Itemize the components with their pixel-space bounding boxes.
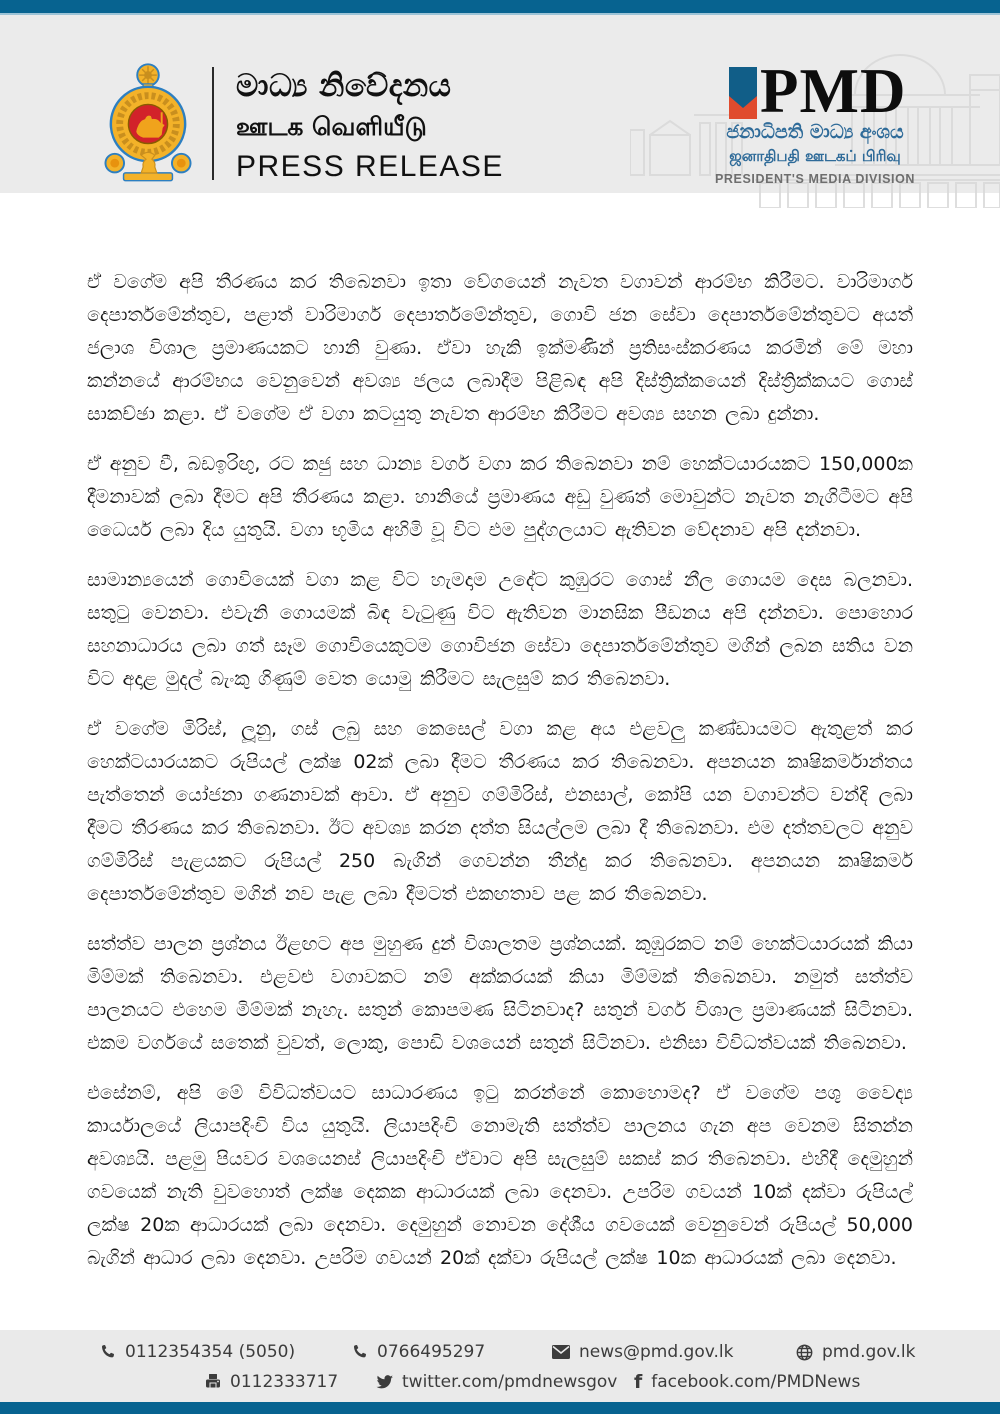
title-tamil: ஊடக வெளியீடு (236, 112, 427, 141)
website-contact (796, 1342, 915, 1362)
org-name-english: PRESIDENT'S MEDIA DIVISION (714, 172, 916, 186)
email-icon (552, 1345, 570, 1359)
release-title-block (236, 67, 504, 182)
header (0, 15, 1000, 193)
fax-contact (205, 1372, 338, 1392)
bottom-accent-bar (0, 1402, 1000, 1414)
press-release-body (87, 266, 913, 1316)
globe-icon (796, 1344, 813, 1361)
org-name-tamil: ஜனாதிபதி ஊடகப் பிரிவு (729, 147, 901, 165)
phone-number-1 (100, 1342, 295, 1362)
footer (0, 1330, 1000, 1402)
paragraph-1: ඒ වගේම අපි තීරණය කර තිබෙනවා ඉතා වේගයෙන් නැවත වගාවන් ආරම්භ කිරීමට. වාරිමාර්ග දෙපාර්තමේන්තුව, පළාත් වාරිමාර්ග දෙපාර්තමේන්තුව, ගොවි ජන සේවා දෙපාර්තමේන්තුවට අයත් ජලාශ විශාල ප්‍රමාණයකට හානි වුණා. ඒවා හැකි ඉක්මණින් ප්‍රතිසංස්කරණය කරමින් මේ මහා කන්නයේ ආරම්භය වෙනුවෙන් අවශ්‍ය ජලය ලබාදීම පිළිබඳ අපි දිස්ත්‍රික්කයෙන් දිස්ත්‍රික්කයට ගොස් සාකච්ඡා කළා. ඒ වගේම ඒ වගා කටයුතු නැවත ආරම්භ කිරීමට අවශ්‍ය සහන ලබා දුන්නා. (87, 271, 913, 425)
email-label: news@pmd.gov.lk (579, 1342, 734, 1362)
facebook-label: facebook.com/PMDNews (651, 1372, 861, 1392)
email-contact (552, 1342, 733, 1362)
facebook-contact (634, 1372, 860, 1392)
sri-lanka-emblem (104, 61, 192, 185)
twitter-label: twitter.com/pmdnewsgov (402, 1372, 618, 1392)
org-name-sinhala: ජනාධිපති මාධ්‍ය අංශය (726, 121, 904, 143)
fax-icon (205, 1374, 221, 1390)
phone-number-1-label: 0112354354 (5050) (125, 1342, 296, 1362)
paragraph-5: සත්ත්ව පාලන ප්‍රශ්නය ඊළඟට අප මුහුණ දුන් විශාලතම ප්‍රශ්නයක්. කුඹුරකට නම් හෙක්ටයාරයක් කියා මිම්මක් තිබෙනවා. එළවළු වගාවකට නම් අක්කරයක් කියා මිම්මක් තිබෙනවා. නමුත් සත්ත්ව පාලනයට එහෙම මිම්මක් නැහැ. සතුන් කොපමණ සිටිනවාද? සතුන් වර්ග විශාල ප්‍රමාණයක් සිටිනවා. එකම වර්ගයේ සතෙක් වුවත්, ලොකු, පොඩි වශයෙන් සතුන් සිටිනවා. එනිසා විවිධත්වයක් තිබෙනවා. (87, 933, 913, 1054)
paragraph-2: ඒ අනුව වී, බඩඉරිඟු, රට කජු සහ ධාන්‍ය වර්ග වගා කර තිබෙනවා නම් හෙක්ටයාරයකට 150,000ක දීමනාවක් ලබා දීමට අපි තීරණය කළා. හානියේ ප්‍රමාණය අඩු වුණත් මොවුන්ට නැවත නැගිටීමට අපි ධෛර්ය ලබා දිය යුතුයි. වගා භූමිය අහිමි වූ විට එම පුද්ගලයාට ඇතිවන වේදනාව අපි දන්නවා. (87, 453, 913, 541)
paragraph-3: සාමාන්‍යයෙන් ගොවියෙක් වගා කළ විට හැමදාම උදේට කුඹුරට ගොස් නීල ගොයම දෙස බලනවා. සතුටු වෙනවා. එවැනි ගොයමක් බිඳ වැටුණු විට ඇතිවන මානසික පීඩනය අපි දන්නවා. පොහොර සහනාධාරය ලබා ගත් සෑම ගොවියෙකුටම ගොවිජන සේවා දෙපාර්තමේන්තුව මගින් ලබන සතිය වන විට අදාළ මුදල් බැංකු ගිණුම් වෙත යොමු කිරීමට සැලසුම් කර තිබෙනවා. (87, 569, 913, 690)
facebook-icon: f (634, 1370, 643, 1393)
title-sinhala: මාධ්‍ය නිවේදනය (236, 68, 452, 104)
paragraph-4: ඒ වගේම මිරිස්, ලූනු, ගස් ලබු සහ කෙසෙල් වගා කළ අය එළවලු කණ්ඩායමට ඇතුළත් කර හෙක්ටයාරයකට රුපියල් ලක්ෂ 02ක් ලබා දීමට තීරණය කර තිබෙනවා. අපනයන කෘෂිකර්මාන්තය පැත්තෙන් යෝජනා ගණනාවක් ආවා. ඒ අනුව ගම්මිරිස්, එනසාල්, කෝපි යන වගාවන්ට වන්දි ලබා දීමට තීරණය කර තිබෙනවා. ඊට අවශ්‍ය කරන දත්ත සියල්ලම ලබා දී තිබෙනවා. එම දත්තවලට අනුව ගම්මිරිස් පැළයකට රුපියල් 250 බැගින් ගෙවන්න තීන්දු කර තිබෙනවා. අපනයන කෘෂිකර්ම දෙපාර්තමේන්තුව මගින් නව පැළ ලබා දීමටත් එකඟතාව පළ කර තිබෙනවා. (87, 718, 913, 905)
twitter-contact (376, 1372, 617, 1392)
top-accent-bar (0, 0, 1000, 15)
title-english: PRESS RELEASE (236, 150, 504, 183)
website-label: pmd.gov.lk (822, 1342, 916, 1362)
phone-number-2-label: 0766495297 (377, 1342, 486, 1362)
pmd-flag-icon (729, 67, 757, 119)
phone-icon (352, 1344, 368, 1360)
header-divider (212, 67, 214, 180)
phone-number-2 (352, 1342, 485, 1362)
phone-icon (100, 1344, 116, 1360)
twitter-icon (376, 1375, 393, 1390)
fax-label: 0112333717 (230, 1372, 339, 1392)
pmd-wordmark: PMD (760, 56, 907, 126)
paragraph-6: එසේනම්, අපි මේ විවිධත්වයට සාධාරණය ඉටු කරන්නේ කොහොමද? ඒ වගේම පශු වෛද්‍ය කාර්යාලයේ ලියාපදිංචි විය යුතුයි. ලියාපදිංචි නොමැති සත්ත්ව පාලනය ගැන අප වෙනම සිතන්න අවශ්‍යයි. පළමු පියවර වශයෙනස් ලියාපදිංචි ඒවාට අපි සැලසුම් සකස් කර තිබෙනවා. එහිදී දෙමුහුන් ගවයෙක් නැති වුවහොත් ලක්ෂ දෙකක ආධාරයක් ලබා දෙනවා. උපරිම ගවයන් 10ක් දක්වා රුපියල් ලක්ෂ 20ක ආධාරයක් ලබා දෙනවා. දෙමුහුන් නොවන දේශීය ගවයෙක් වෙනුවෙන් රුපියල් 50,000 බැගින් ආධාර ලබා දෙනවා. උපරිම ගවයන් 20ක් දක්වා රුපියල් ලක්ෂ 10ක ආධාරයක් ලබා දෙනවා. (87, 1082, 913, 1269)
